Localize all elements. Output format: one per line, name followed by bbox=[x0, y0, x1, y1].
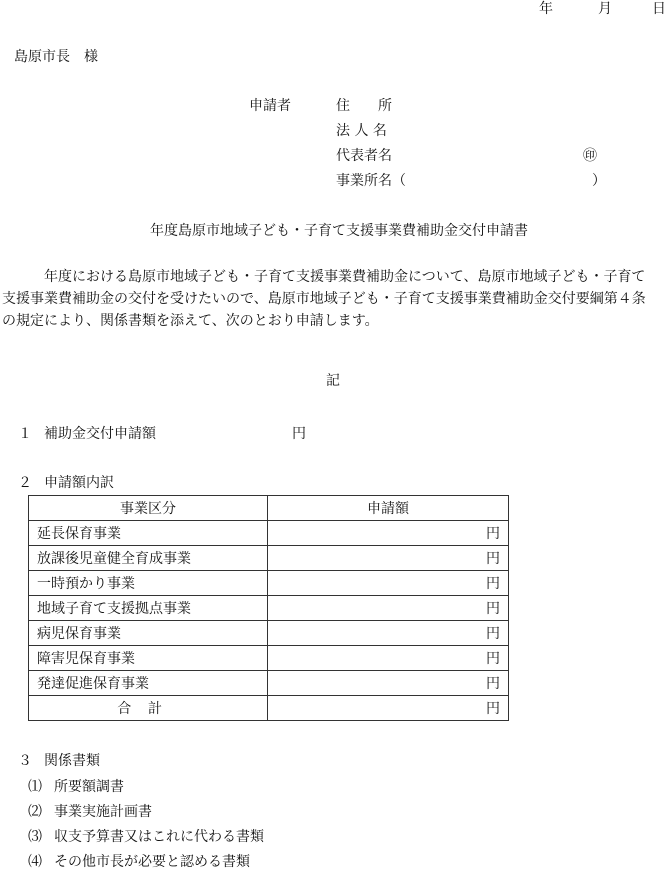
row-category: 障害児保育事業 bbox=[29, 646, 268, 671]
table-row bbox=[29, 671, 509, 696]
list-item-number: ⑷ bbox=[28, 854, 42, 870]
list-item-text: 所要額調書 bbox=[54, 779, 124, 795]
document-title: 年度島原市地域子ども・子育て支援事業費補助金交付申請書 bbox=[150, 223, 528, 239]
body-line-2: 支援事業費補助金の交付を受けたいので、島原市地域子ども・子育て支援事業費補助金交付要綱第４条 bbox=[2, 291, 646, 307]
row-amount-unit: 円 bbox=[268, 671, 509, 696]
applicant-label: 申請者 bbox=[249, 98, 291, 114]
row-category: 発達促進保育事業 bbox=[29, 671, 268, 696]
row-category: 延長保育事業 bbox=[29, 521, 268, 546]
row-amount-unit: 円 bbox=[268, 546, 509, 571]
row-amount-unit: 円 bbox=[268, 646, 509, 671]
list-item bbox=[28, 853, 264, 878]
table-row bbox=[29, 621, 509, 646]
row-amount-unit: 円 bbox=[268, 571, 509, 596]
addressee: 島原市長 様 bbox=[14, 49, 98, 65]
row-amount-unit: 円 bbox=[268, 596, 509, 621]
office-close-paren: ） bbox=[592, 173, 606, 189]
list-item-text: その他市長が必要と認める書類 bbox=[54, 854, 250, 870]
representative-label: 代表者名 bbox=[336, 148, 392, 164]
list-item-text: 事業実施計画書 bbox=[54, 804, 152, 820]
list-item-text: 収支予算書又はこれに代わる書類 bbox=[54, 829, 264, 845]
date-month: 月 bbox=[598, 1, 612, 17]
seal-mark: ㊞ bbox=[583, 148, 597, 164]
row-amount-unit: 円 bbox=[268, 521, 509, 546]
total-amount-unit: 円 bbox=[268, 696, 509, 721]
list-item bbox=[28, 803, 264, 828]
list-item-number: ⑴ bbox=[28, 779, 42, 795]
table-total-row bbox=[29, 696, 509, 721]
date-year: 年 bbox=[539, 1, 553, 17]
section1-unit: 円 bbox=[292, 426, 306, 442]
table-row bbox=[29, 521, 509, 546]
list-item-number: ⑵ bbox=[28, 804, 42, 820]
section1-number: １ bbox=[18, 426, 32, 442]
related-documents-list bbox=[28, 778, 264, 878]
list-item-number: ⑶ bbox=[28, 829, 42, 845]
row-category: 放課後児童健全育成事業 bbox=[29, 546, 268, 571]
row-amount-unit: 円 bbox=[268, 621, 509, 646]
body-paragraph bbox=[2, 266, 666, 332]
body-line-3: の規定により、関係書類を添えて、次のとおり申請します。 bbox=[2, 313, 379, 329]
list-item bbox=[28, 778, 264, 803]
office-label: 事業所名（ bbox=[336, 173, 406, 189]
row-category: 地域子育て支援拠点事業 bbox=[29, 596, 268, 621]
table-header-row bbox=[29, 496, 509, 521]
table-row bbox=[29, 571, 509, 596]
row-category: 病児保育事業 bbox=[29, 621, 268, 646]
total-label: 合計 bbox=[29, 696, 268, 721]
section1-label: 補助金交付申請額 bbox=[44, 426, 156, 442]
table-row bbox=[29, 646, 509, 671]
table-row bbox=[29, 596, 509, 621]
corporation-label: 法 人 名 bbox=[336, 123, 387, 139]
section3-label: 関係書類 bbox=[44, 753, 100, 769]
body-line-1: 年度における島原市地域子ども・子育て支援事業費補助金について、島原市地域子ども・子育て bbox=[44, 269, 646, 285]
list-item bbox=[28, 828, 264, 853]
ki-heading: 記 bbox=[326, 373, 340, 389]
header-category: 事業区分 bbox=[29, 496, 268, 521]
date-day: 日 bbox=[652, 1, 666, 17]
table-row bbox=[29, 546, 509, 571]
row-category: 一時預かり事業 bbox=[29, 571, 268, 596]
section2-label: 申請額内訳 bbox=[44, 475, 114, 491]
header-amount: 申請額 bbox=[268, 496, 509, 521]
breakdown-table bbox=[28, 495, 509, 721]
section2-number: ２ bbox=[18, 475, 32, 491]
section3-number: ３ bbox=[18, 753, 32, 769]
address-label: 住 所 bbox=[336, 98, 392, 114]
